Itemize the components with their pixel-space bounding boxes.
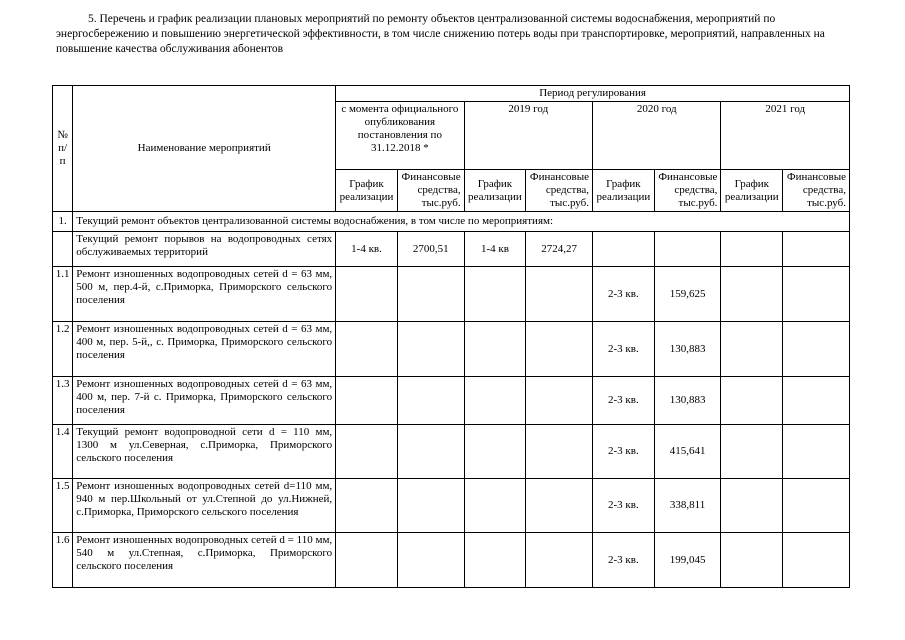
schedule-cell <box>336 267 398 322</box>
finance-cell: 199,045 <box>654 533 721 588</box>
header-finance: Финансовые средства, тыс.руб. <box>654 170 721 212</box>
schedule-cell <box>721 322 783 377</box>
finance-cell <box>397 425 464 479</box>
header-schedule: График реализации <box>593 170 655 212</box>
row-number <box>53 232 73 267</box>
section-title: Текущий ремонт объектов централизованной системы водоснабжения, в том числе по мероприятиям: <box>73 212 850 232</box>
finance-cell: 415,641 <box>654 425 721 479</box>
finance-cell: 338,811 <box>654 479 721 533</box>
section-number: 1. <box>53 212 73 232</box>
finance-cell: 130,883 <box>654 377 721 425</box>
schedule-cell: 2-3 кв. <box>593 533 655 588</box>
table-row <box>53 377 850 425</box>
measure-name: Текущий ремонт порывов на водопроводных сетях обслуживаемых территорий <box>73 232 336 267</box>
schedule-cell: 2-3 кв. <box>593 479 655 533</box>
header-period-initial: с момента официального опубликования постановления по 31.12.2018 * <box>336 102 464 170</box>
finance-cell <box>397 322 464 377</box>
finance-cell <box>783 533 850 588</box>
schedule-cell <box>721 232 783 267</box>
finance-cell <box>526 377 593 425</box>
schedule-cell <box>336 533 398 588</box>
row-number: 1.5 <box>53 479 73 533</box>
finance-cell <box>397 377 464 425</box>
finance-cell <box>526 533 593 588</box>
measure-name: Ремонт изношенных водопроводных сетей d=110 мм, 940 м пер.Школьный от ул.Степной до ул.Нижней, с.Приморка, Приморского сельского поселения <box>73 479 336 533</box>
schedule-cell: 2-3 кв. <box>593 425 655 479</box>
header-finance: Финансовые средства, тыс.руб. <box>783 170 850 212</box>
schedule-cell <box>464 322 526 377</box>
header-schedule: График реализации <box>336 170 398 212</box>
header-year-2019: 2019 год <box>464 102 592 170</box>
finance-cell <box>783 479 850 533</box>
finance-cell <box>526 425 593 479</box>
schedule-cell <box>336 322 398 377</box>
finance-cell <box>783 322 850 377</box>
header-finance: Финансовые средства, тыс.руб. <box>397 170 464 212</box>
measure-name: Ремонт изношенных водопроводных сетей d = 63 мм, 500 м, пер.4-й, с.Приморка, Приморского сельского поселения <box>73 267 336 322</box>
finance-cell <box>783 377 850 425</box>
finance-cell <box>526 479 593 533</box>
finance-cell <box>783 267 850 322</box>
schedule-cell <box>593 232 655 267</box>
schedule-cell <box>464 267 526 322</box>
header-period: Период регулирования <box>336 86 850 102</box>
schedule-cell <box>336 479 398 533</box>
finance-cell <box>654 232 721 267</box>
section-heading: 5. Перечень и график реализации плановых мероприятий по ремонту объектов централизованной системы водоснабжения, мероприятий по энергосбережению и повышению энергетической эффективности, в том числе снижению потерь воды при транспортировке, мероприятий, направленных на повышение качества обслуживания абонентов <box>56 13 825 55</box>
finance-cell <box>783 425 850 479</box>
measure-name: Текущий ремонт водопроводной сети d = 110 мм, 1300 м ул.Северная, с.Приморка, Приморского сельского поселения <box>73 425 336 479</box>
finance-cell: 2724,27 <box>526 232 593 267</box>
header-name: Наименование мероприятий <box>73 86 336 212</box>
row-number: 1.1 <box>53 267 73 322</box>
schedule-cell <box>336 425 398 479</box>
row-number: 1.6 <box>53 533 73 588</box>
header-schedule: График реализации <box>464 170 526 212</box>
finance-cell: 159,625 <box>654 267 721 322</box>
measures-table <box>52 85 850 588</box>
finance-cell: 2700,51 <box>397 232 464 267</box>
table-row <box>53 232 850 267</box>
schedule-cell <box>464 479 526 533</box>
header-year-2020: 2020 год <box>593 102 721 170</box>
finance-cell <box>526 267 593 322</box>
schedule-cell <box>721 479 783 533</box>
header-year-2021: 2021 год <box>721 102 850 170</box>
schedule-cell <box>464 377 526 425</box>
schedule-cell <box>721 533 783 588</box>
row-number: 1.3 <box>53 377 73 425</box>
measure-name: Ремонт изношенных водопроводных сетей d = 63 мм, 400 м, пер. 5-й,, с. Приморка, Приморского сельского поселения <box>73 322 336 377</box>
table-row <box>53 322 850 377</box>
header-schedule: График реализации <box>721 170 783 212</box>
schedule-cell: 2-3 кв. <box>593 267 655 322</box>
schedule-cell <box>721 377 783 425</box>
schedule-cell <box>721 267 783 322</box>
schedule-cell <box>336 377 398 425</box>
finance-cell: 130,883 <box>654 322 721 377</box>
schedule-cell <box>464 533 526 588</box>
table-row <box>53 479 850 533</box>
measure-name: Ремонт изношенных водопроводных сетей d = 63 мм, 400 м, пер. 7-й с. Приморка, Приморского сельского поселения <box>73 377 336 425</box>
table-row <box>53 267 850 322</box>
schedule-cell: 1-4 кв. <box>336 232 398 267</box>
row-number: 1.2 <box>53 322 73 377</box>
finance-cell <box>397 533 464 588</box>
table-row <box>53 425 850 479</box>
schedule-cell: 2-3 кв. <box>593 377 655 425</box>
table-row <box>53 533 850 588</box>
schedule-cell <box>464 425 526 479</box>
finance-cell <box>526 322 593 377</box>
header-finance: Финансовые средства, тыс.руб. <box>526 170 593 212</box>
header-num: № п/п <box>53 86 73 212</box>
finance-cell <box>397 479 464 533</box>
finance-cell <box>783 232 850 267</box>
schedule-cell: 1-4 кв <box>464 232 526 267</box>
section-row <box>53 212 850 232</box>
schedule-cell: 2-3 кв. <box>593 322 655 377</box>
schedule-cell <box>721 425 783 479</box>
measure-name: Ремонт изношенных водопроводных сетей d = 110 мм, 540 м ул.Степная, с.Приморка, Приморского сельского поселения <box>73 533 336 588</box>
finance-cell <box>397 267 464 322</box>
row-number: 1.4 <box>53 425 73 479</box>
